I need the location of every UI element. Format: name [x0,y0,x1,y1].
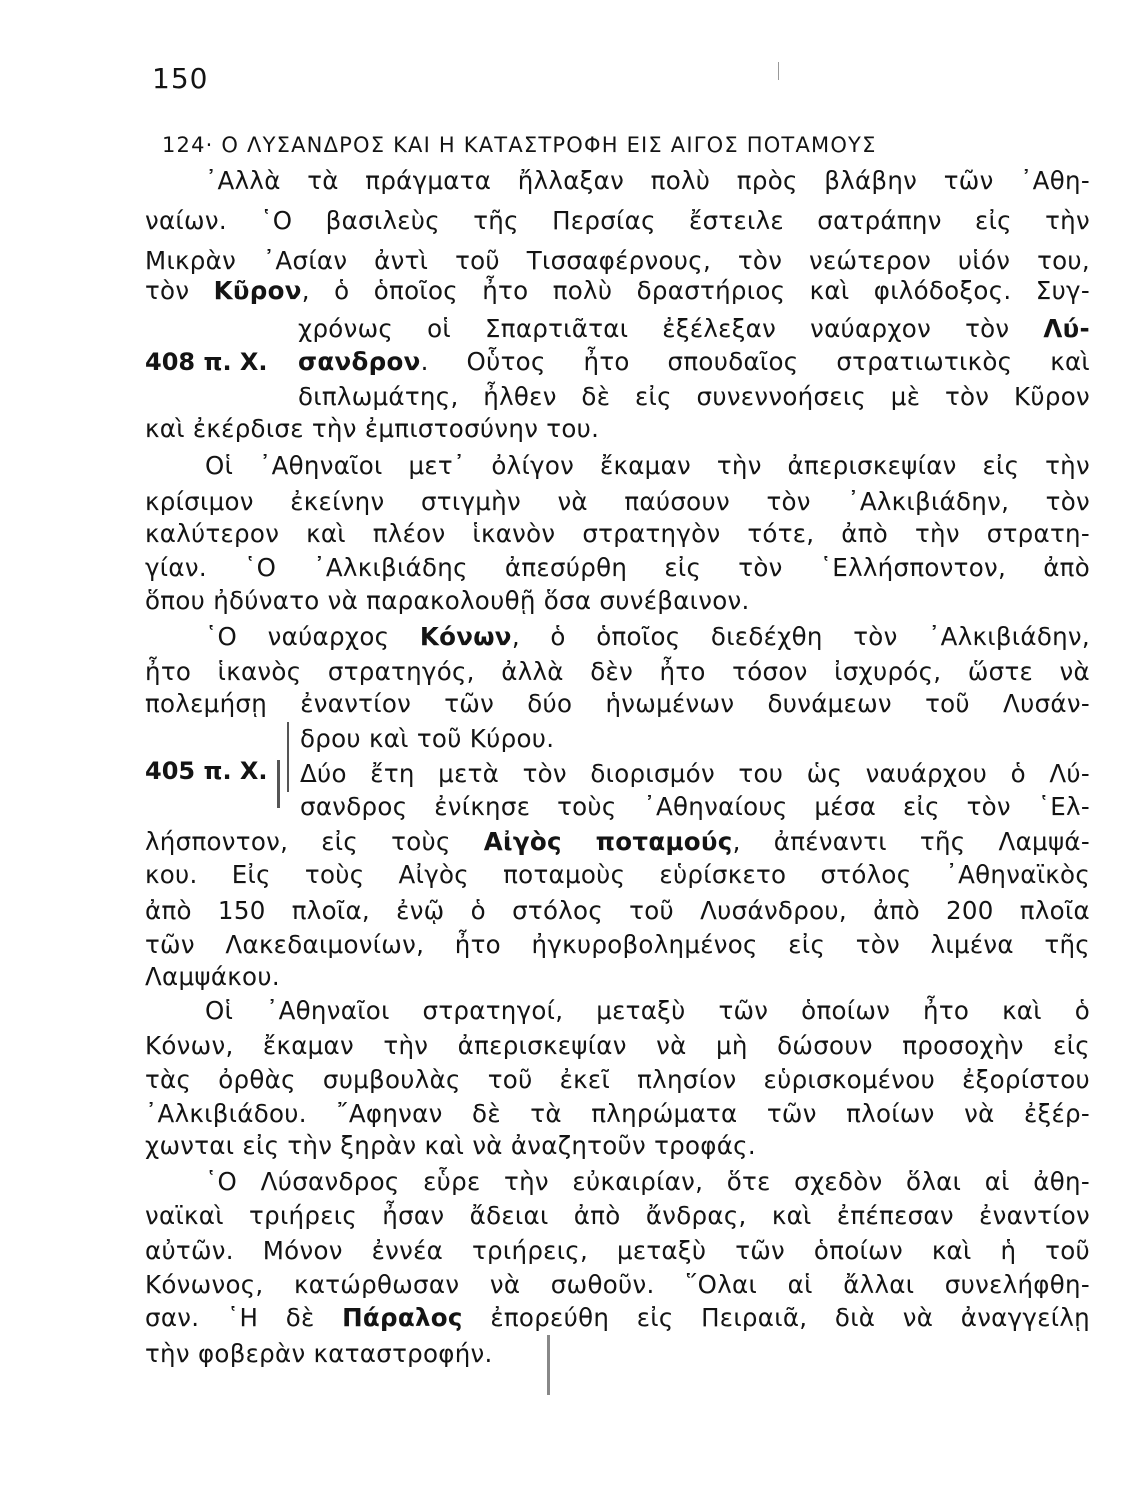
text-line: ὅπου ἠδύνατο νὰ παρακολουθῇ ὅσα συνέβαινον. [145,586,750,615]
text-line [145,274,1090,308]
bold-name-aigos-potamoi: Αἰγὸς ποταμούς [483,827,733,856]
text-line: καλύτερον καὶ πλέον ἱκανὸν στρατηγὸν τότε, ἀπὸ τὴν στρατη- [145,519,1090,548]
text-line [205,620,1090,654]
text-run: , ὁ ὁποῖος διεδέχθη τὸν ᾿Αλκιβιάδην, [511,622,1091,651]
text-line: τὴν φοβερὰν καταστροφήν. [145,1339,493,1368]
text-run: σαν. ῾Η δὲ [145,1303,315,1332]
text-line: Κόνων, ἔκαμαν τὴν ἀπερισκεψίαν νὰ μὴ δώσουν προσοχὴν εἰς [145,1031,1090,1060]
text-line: Λαμψάκου. [145,962,280,991]
pencil-mark [547,1335,550,1395]
bold-name-lysandros: Λύ- [1043,314,1090,343]
text-run: . Οὗτος ἦτο σπουδαῖος στρατιωτικὸς καὶ [420,347,1090,376]
text-line [298,312,1090,346]
text-line: διπλωμάτης, ἦλθεν δὲ εἰς συνεννοήσεις μὲ τὸν Κῦρον [298,382,1090,411]
text-line: ναϊκαὶ τριήρεις ἦσαν ἄδειαι ἀπὸ ἄνδρας, καὶ ἐπέπεσαν ἐναντίον [145,1201,1090,1230]
text-line: τῶν Λακεδαιμονίων, ἦτο ἠγκυροβολημένος εἰς τὸν λιμένα τῆς [145,930,1090,959]
text-line: πολεμήσῃ ἐναντίον τῶν δύο ἡνωμένων δυνάμεων τοῦ Λυσάν- [145,689,1090,718]
text-run: λήσποντον, εἰς τοὺς [145,827,451,856]
text-run: τὸν [145,276,190,305]
text-line: αὐτῶν. Μόνον ἐννέα τριήρεις, μεταξὺ τῶν ὁποίων καὶ ἡ τοῦ [145,1236,1090,1265]
text-line [145,825,1090,859]
text-line: γίαν. ῾Ο ᾿Αλκιβιάδης ἀπεσύρθη εἰς τὸν ῾Ελλήσποντον, ἀπὸ [145,553,1090,582]
text-line: ᾿Αλκιβιάδου. ῎Αφηναν δὲ τὰ πληρώματα τῶν πλοίων νὰ ἐξέρ- [145,1099,1090,1128]
text-line: ᾿Αλλὰ τὰ πράγματα ἤλλαξαν πολὺ πρὸς βλάβην τῶν ᾿Αθη- [205,166,1090,195]
text-run: ῾Ο ναύαρχος [205,622,390,651]
text-run: , ἀπέναντι τῆς Λαμψά- [732,827,1090,856]
pencil-mark [277,760,280,808]
pencil-mark [778,62,779,80]
bold-name-konon: Κόνων [419,622,512,651]
page-number: 150 [152,62,209,95]
text-line: ναίων. ῾Ο βασιλεὺς τῆς Περσίας ἔστειλε σατράπην εἰς τὴν [145,206,1090,235]
text-run: , ὁ ὁποῖος ἦτο πολὺ δραστήριος καὶ φιλόδοξος. Συγ- [301,276,1090,305]
text-line: Οἱ ᾿Αθηναῖοι στρατηγοί, μεταξὺ τῶν ὁποίων ἦτο καὶ ὁ [205,996,1090,1025]
text-line: κρίσιμον ἐκείνην στιγμὴν νὰ παύσουν τὸν ᾿Αλκιβιάδην, τὸν [145,487,1090,516]
text-line: χωνται εἰς τὴν ξηρὰν καὶ νὰ ἀναζητοῦν τροφάς. [145,1131,756,1160]
text-line: Μικρὰν ᾿Ασίαν ἀντὶ τοῦ Τισσαφέρνους, τὸν νεώτερον υἱόν του, [145,246,1090,275]
text-line: δρου καὶ τοῦ Κύρου. [300,724,555,753]
text-line [298,345,1090,379]
text-run: χρόνως οἱ Σπαρτιᾶται ἐξέλεξαν ναύαρχον τὸν [298,314,1010,343]
text-line: κου. Εἰς τοὺς Αἰγὸς ποταμοὺς εὑρίσκετο στόλος ᾿Αθηναϊκὸς [145,860,1090,889]
text-line: σανδρος ἐνίκησε τοὺς ᾿Αθηναίους μέσα εἰς τὸν ῾Ελ- [300,792,1090,821]
text-line: Οἱ ᾿Αθηναῖοι μετ᾿ ὀλίγον ἔκαμαν τὴν ἀπερισκεψίαν εἰς τὴν [205,451,1090,480]
text-line: ἦτο ἱκανὸς στρατηγός, ἀλλὰ δὲν ἦτο τόσον ἰσχυρός, ὥστε νὰ [145,657,1090,686]
text-line: Κόνωνος, κατώρθωσαν νὰ σωθοῦν. ῞Ολαι αἱ ἄλλαι συνελήφθη- [145,1270,1090,1299]
text-run: ἐπορεύθη εἰς Πειραιᾶ, διὰ νὰ ἀναγγείλῃ [490,1303,1090,1332]
text-line: Δύο ἔτη μετὰ τὸν διορισμόν του ὡς ναυάρχου ὁ Λύ- [300,759,1090,788]
pencil-mark [287,722,289,792]
text-line: ἀπὸ 150 πλοῖα, ἐνῷ ὁ στόλος τοῦ Λυσάνδρου, ἀπὸ 200 πλοῖα [145,896,1090,925]
bold-name-kyros: Κῦρον [213,276,302,305]
text-line [145,1301,1090,1335]
margin-date-405: 405 π. Χ. [145,757,268,785]
bold-name-paralos: Πάραλος [342,1303,463,1332]
text-line: καὶ ἐκέρδισε τὴν ἐμπιστοσύνην του. [145,414,600,443]
bold-name-lysandros: σανδρον [298,347,421,376]
text-line: ῾Ο Λύσανδρος εὗρε τὴν εὐκαιρίαν, ὅτε σχεδὸν ὅλαι αἱ ἀθη- [205,1167,1090,1196]
section-heading: 124· Ο ΛΥΣΑΝΔΡΟΣ ΚΑΙ Η ΚΑΤΑΣΤΡΟΦΗ ΕΙΣ ΑΙΓΟΣ ΠΟΤΑΜΟΥΣ [162,133,877,157]
text-line: τὰς ὀρθὰς συμβουλὰς τοῦ ἐκεῖ πλησίον εὑρισκομένου ἐξορίστου [145,1065,1090,1094]
margin-date-408: 408 π. Χ. [145,348,268,376]
